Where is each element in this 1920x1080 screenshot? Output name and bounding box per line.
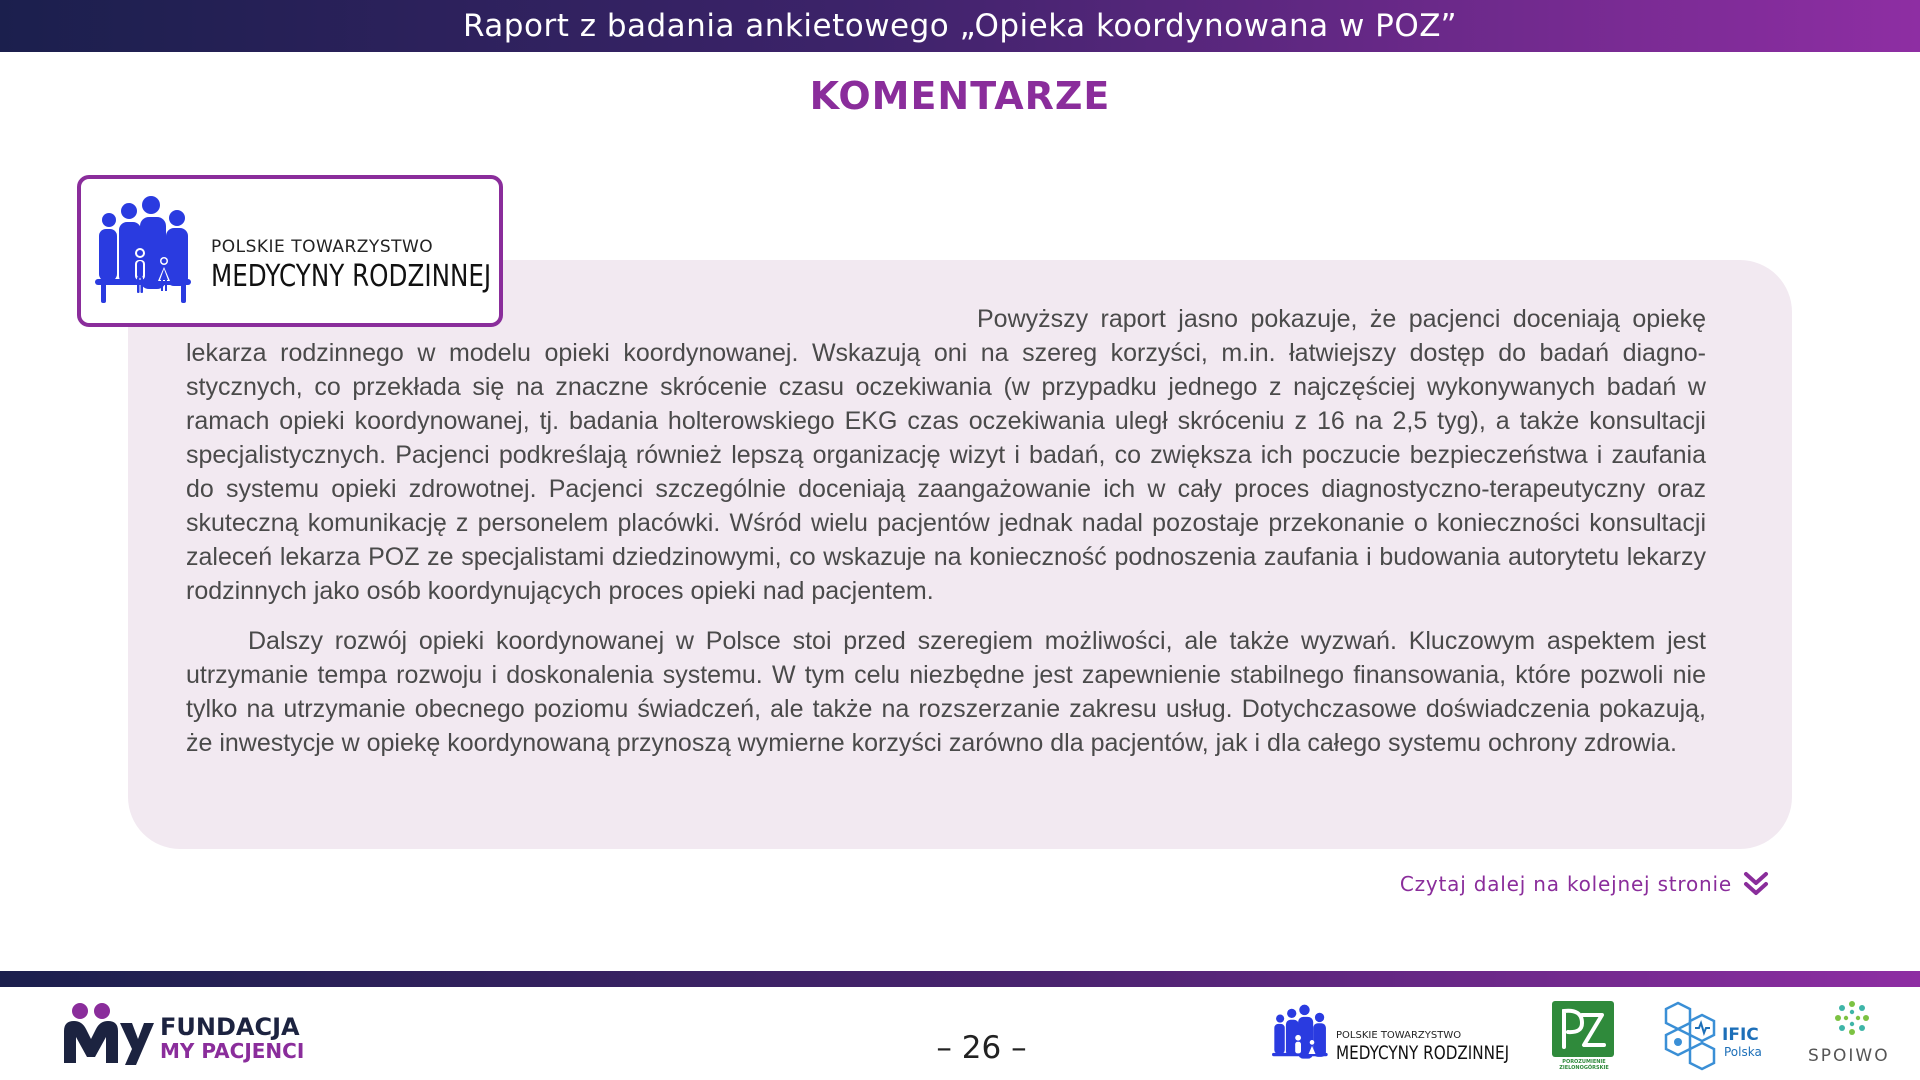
footer-ptmr-line2: MEDYCYNY RODZINNEJ <box>1336 1042 1510 1064</box>
footer-ptmr-logo <box>1272 1004 1510 1070</box>
double-chevron-down-icon <box>1742 870 1770 898</box>
fundacja-line1: FUNDACJA <box>160 1013 300 1041</box>
ptmr-logo-line2: MEDYCYNY RODZINNEJ <box>211 259 492 294</box>
ific-line2: Polska <box>1724 1045 1762 1059</box>
spoiwo-dots-icon <box>1806 1000 1898 1044</box>
page-number: – 26 – <box>936 1030 1027 1066</box>
continue-reading-label: Czytaj dalej na kolejnej stronie <box>1399 872 1732 896</box>
family-icon <box>95 195 195 305</box>
ific-polska-logo <box>1662 1001 1766 1073</box>
ptmr-logo-card <box>77 175 503 327</box>
spoiwo-logo <box>1806 1000 1898 1072</box>
ific-line1: IFIC <box>1722 1025 1759 1045</box>
footer-ptmr-line1: POLSKIE TOWARZYSTWO <box>1336 1030 1462 1041</box>
header-banner <box>0 0 1920 52</box>
porozumienie-zielonogorskie-logo <box>1552 1001 1616 1073</box>
pz-logo-box <box>1552 1001 1614 1057</box>
pz-letters-icon <box>1552 1001 1614 1057</box>
fundacja-line2: MY PACJENCI <box>160 1039 305 1063</box>
ific-hexagons-icon <box>1662 1001 1722 1073</box>
report-title: Raport z badania ankietowego „Opieka koordynowana w POZ” <box>462 8 1458 44</box>
footer-divider <box>0 971 1920 987</box>
comment-paragraph-1: Powyższy raport jasno pokazuje, że pacjenci doceniają opiekę lekarza rodzinnego w modelu opieki koordynowanej. Wskazują oni na szereg korzyści, m.in. łatwiejszy dostęp do badań diagnostycznych, co przekłada się na znaczne skrócenie czasu oczekiwania (w przypadku jednego z najczęściej wykonywanych badań w ramach opieki koordynowanej, tj. badania holterowskiego EKG czas oczekiwania uległ skróceniu z 16 na 2,5 tyg), a także konsultacji specjalistycznych. Pacjenci podkreślają również lepszą organizację wizyt i badań, co zwiększa ich poczucie bezpieczeństwa i zaufania do systemu opieki zdrowotnej. Pacjenci szczególnie doceniają zaangażowanie ich w cały proces diagnostyczno-terapeutyczny oraz skuteczną komunikację z personelem placówki. Wśród wielu pacjentów jednak nadal pozostaje przekonanie o konieczności konsultacji zaleceń lekarza POZ ze specjalistami dziedzinowymi, co wskazuje na konieczność podnoszenia zaufania i budowania autorytetu lekarzy rodzinnych jako osób koordynujących proces opieki nad pacjentem. <box>186 305 1706 605</box>
continue-reading-link[interactable] <box>1400 870 1770 898</box>
ptmr-logo-line1: POLSKIE TOWARZYSTWO <box>211 237 434 257</box>
spoiwo-label: SPOIWO <box>1808 1046 1890 1066</box>
page-title: KOMENTARZE <box>809 74 1111 118</box>
pz-caption: POROZUMIENIE ZIELONOGÓRSKIE <box>1559 1059 1609 1071</box>
family-icon <box>1272 1004 1330 1068</box>
comment-text <box>186 302 1706 760</box>
comment-paragraph-2: Dalszy rozwój opieki koordynowanej w Polsce stoi przed szeregiem możliwości, ale także wyzwań. Kluczowym aspektem jest utrzymanie tempa rozwoju i doskonalenia systemu. W tym celu niezbędne jest zapewnienie stabilnego finansowania, które pozwoli nie tylko na utrzymanie obecnego poziomu świadczeń, ale także na rozszerzanie zakresu usług. Dotychczasowe doświadczenia pokazują, że inwestycje w opiekę koordynowaną przynoszą wymierne korzyści zarówno dla pacjentów, jak i dla całego systemu ochrony zdrowia. <box>186 627 1706 757</box>
